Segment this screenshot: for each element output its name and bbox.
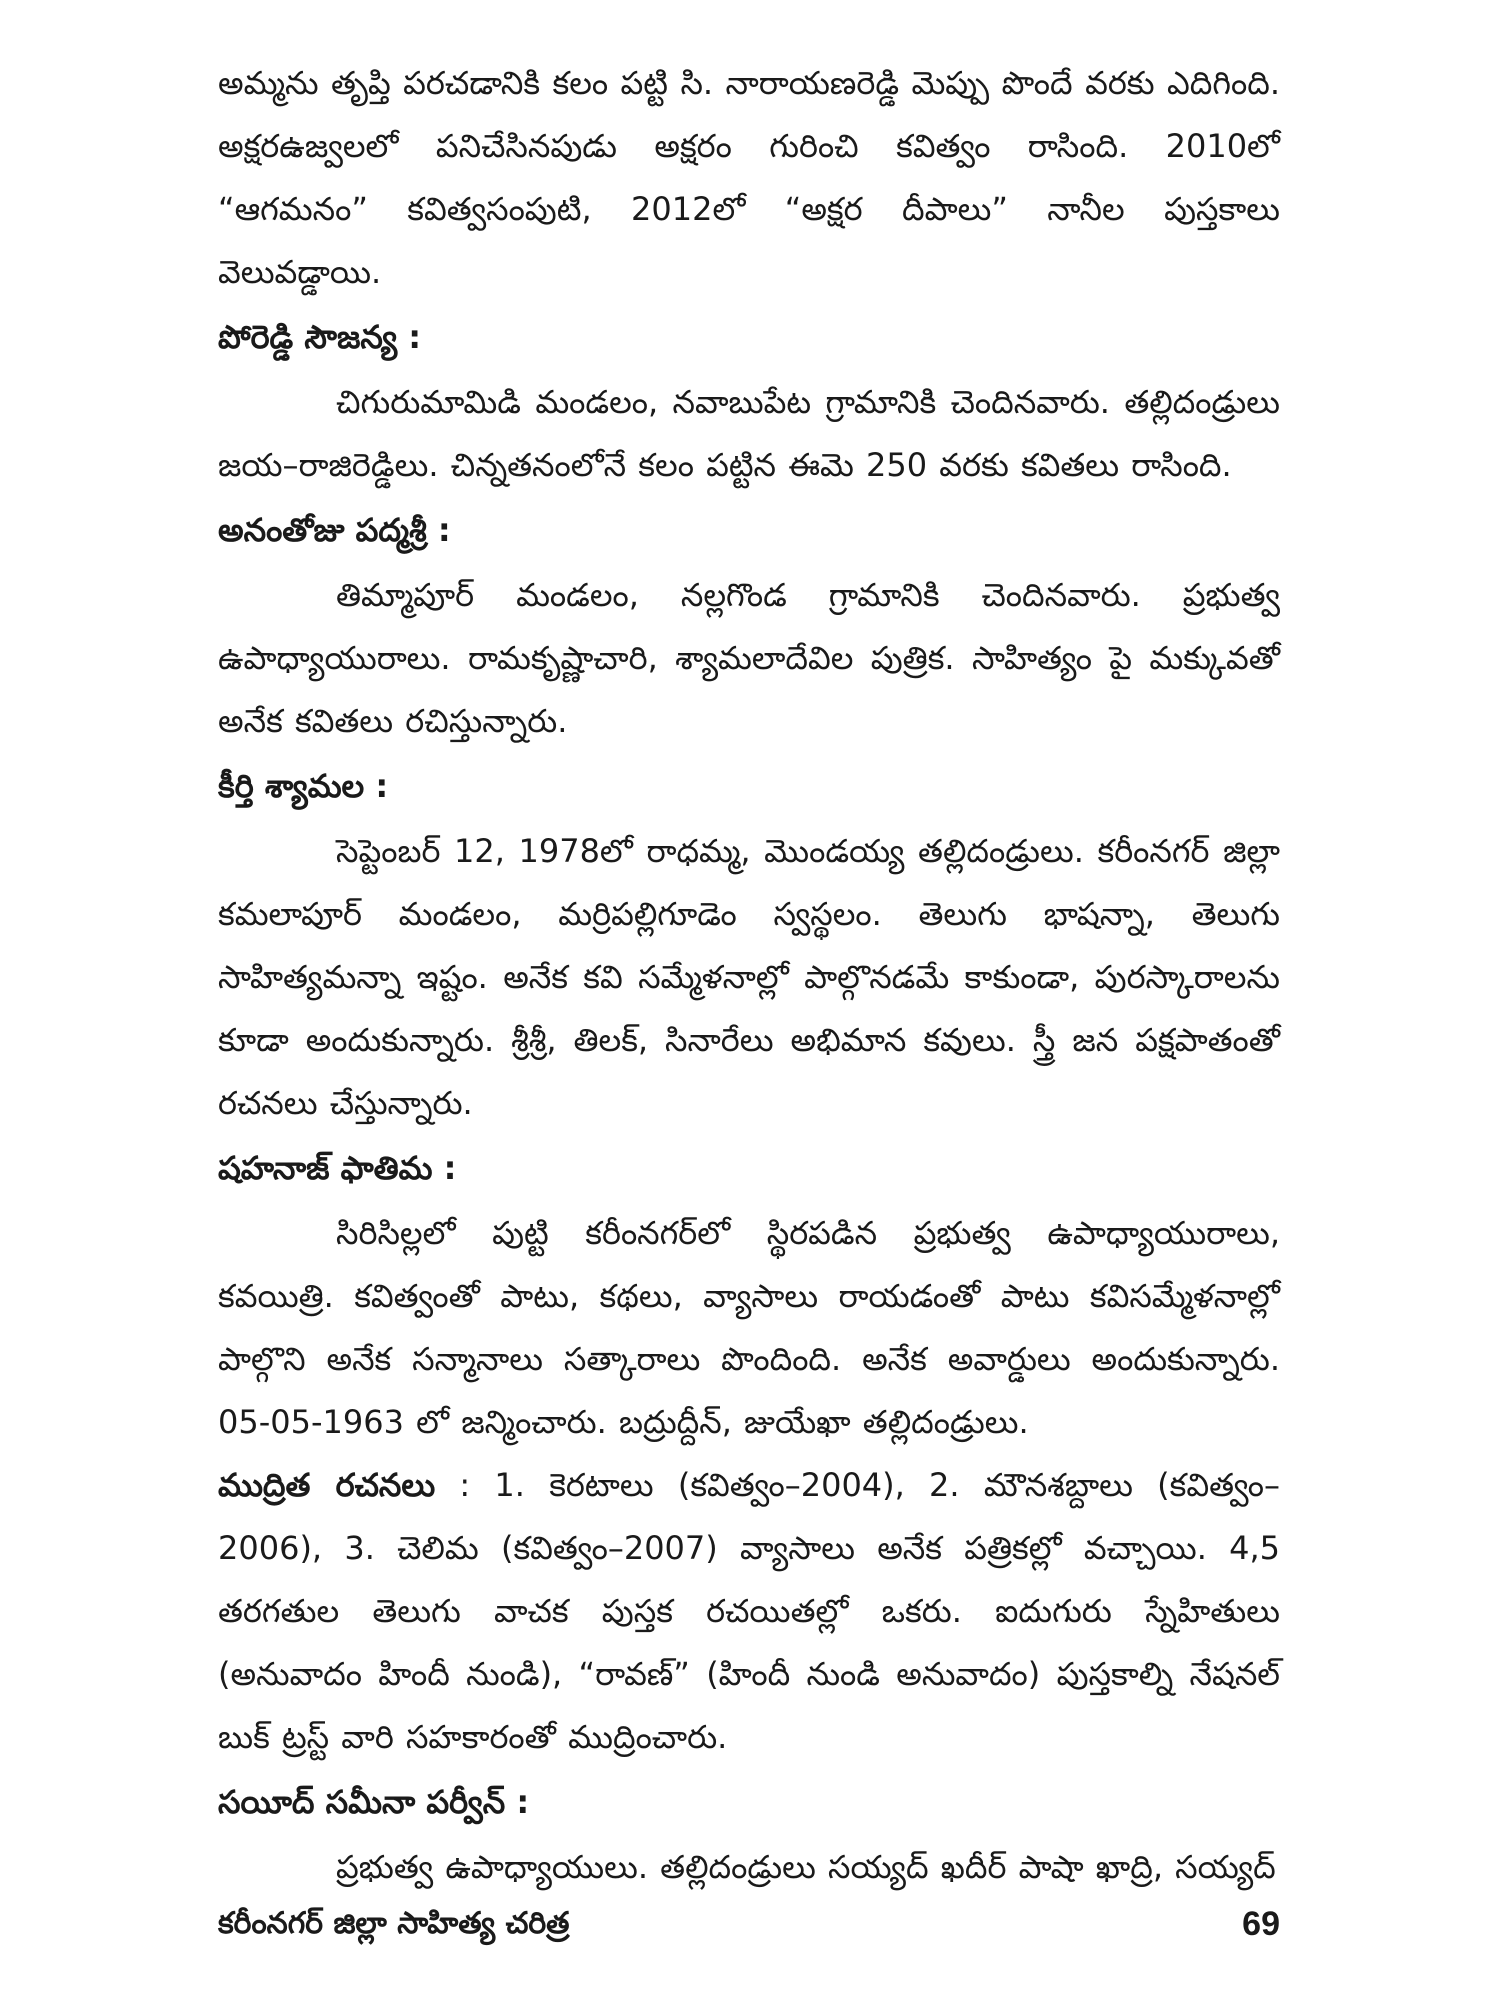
- section-heading-padmasri: అనంతోజు పద్మశ్రీ :: [218, 511, 451, 549]
- paragraph-syamala: సెప్టెంబర్ 12, 1978లో రాధమ్మ, మొండయ్య తల్లిదండ్రులు. కరీంనగర్ జిల్లా కమలాపూర్ మండలం, మర్రిపల్లిగూడెం స్వస్థలం. తెలుగు భాషన్నా, తెలుగు సాహిత్యమన్నా ఇష్టం. అనేక కవి సమ్మేళనాల్లో పాల్గొనడమే కాకుండా, పురస్కారాలను కూడా అందుకున్నారు. శ్రీశ్రీ, తిలక్, సినారేలు అభిమాన కవులు. స్త్రీ జన పక్షపాతంతో రచనలు చేస్తున్నారు.: [218, 832, 1280, 1122]
- paragraph-padmasri: తిమ్మాపూర్ మండలం, నల్లగొండ గ్రామానికి చెందినవారు. ప్రభుత్వ ఉపాధ్యాయురాలు. రామకృష్ణాచారి, శ్యామలాదేవిల పుత్రిక. సాహిత్యం పై మక్కువతో అనేక కవితలు రచిస్తున్నారు.: [218, 576, 1280, 740]
- page-body: [218, 52, 1280, 1899]
- paragraph-fathima: సిరిసిల్లలో పుట్టి కరీంనగర్‌లో స్థిరపడిన ప్రభుత్వ ఉపాధ్యాయురాలు, కవయిత్రి. కవిత్వంతో పాటు, కథలు, వ్యాసాలు రాయడంతో పాటు కవిసమ్మేళనాల్లో పాల్గొని అనేక సన్మానాలు సత్కారాలు పొందింది. అనేక అవార్డులు అందుకున్నారు. 05-05-1963 లో జన్మించారు. బద్రుద్దీన్, జుయేఖా తల్లిదండ్రులు.: [218, 1214, 1280, 1441]
- paragraph-published-works: [218, 1454, 1280, 1769]
- published-works-label: ముద్రిత రచనలు: [218, 1466, 436, 1504]
- paragraph-parveen: ప్రభుత్వ ఉపాధ్యాయులు. తల్లిదండ్రులు సయ్యద్ ఖదీర్ పాషా ఖాద్రి, సయ్యద్: [336, 1848, 1276, 1886]
- published-works-text: : 1. కెరటాలు (కవిత్వం–2004), 2. మౌనశబ్దాలు (కవిత్వం–2006), 3. చెలిమ (కవిత్వం–2007) వ్యాసాలు అనేక పత్రికల్లో వచ్చాయి. 4,5 తరగతుల తెలుగు వాచక పుస్తక రచయితల్లో ఒకరు. ఐదుగురు స్నేహితులు (అనువాదం హిందీ నుండి), “రావణ్” (హిందీ నుండి అనువాదం) పుస్తకాల్ని నేషనల్ బుక్ ట్రస్ట్ వారి సహకారంతో ముద్రించారు.: [218, 1466, 1280, 1756]
- paragraph-sowjanya: చిగురుమామిడి మండలం, నవాబుపేట గ్రామానికి చెందినవారు. తల్లిదండ్రులు జయ–రాజిరెడ్డిలు. చిన్నతనంలోనే కలం పట్టిన ఈమె 250 వరకు కవితలు రాసింది.: [218, 383, 1280, 484]
- paragraph-intro: అమ్మను తృప్తి పరచడానికి కలం పట్టి సి. నారాయణరెడ్డి మెప్పు పొందే వరకు ఎదిగింది. అక్షరఉజ్వలలో పనిచేసినపుడు అక్షరం గురించి కవిత్వం రాసింది. 2010లో “ఆగమనం” కవిత్వసంపుటి, 2012లో “అక్షర దీపాలు” నానీల పుస్తకాలు వెలువడ్డాయి.: [218, 64, 1280, 291]
- footer-book-title: కరీంనగర్ జిల్లా సాహిత్య చరిత్ర: [218, 1906, 570, 1941]
- section-heading-fathima: షహనాజ్ ఫాతిమ :: [218, 1149, 457, 1187]
- section-heading-syamala: కీర్తి శ్యామల :: [218, 767, 389, 805]
- page-number: 69: [1242, 1905, 1280, 1943]
- page-footer: [218, 1900, 1280, 1948]
- section-heading-parveen: సయీద్ సమీనా పర్వీన్ :: [218, 1783, 530, 1821]
- section-heading-sowjanya: పోరెడ్డి సౌజన్య :: [218, 318, 422, 356]
